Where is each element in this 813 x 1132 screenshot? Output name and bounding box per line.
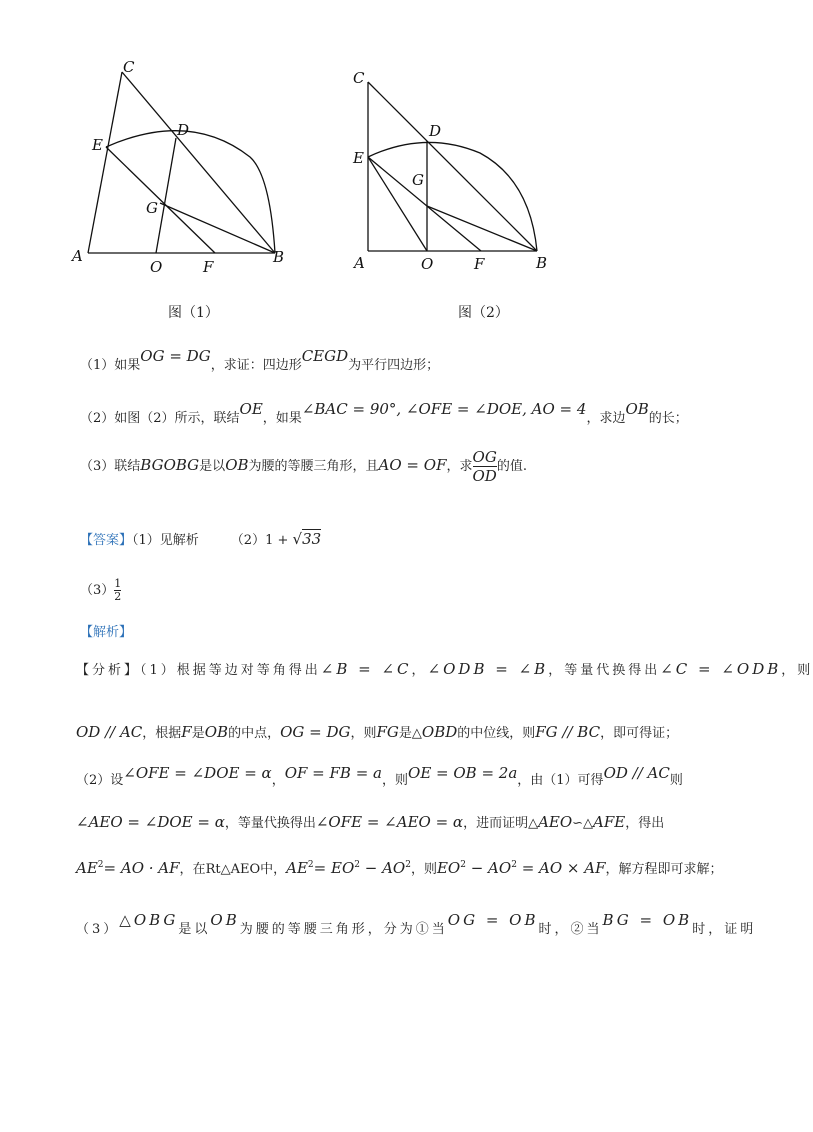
answer-3-line: （3） $\frac{1}{2}$ <box>80 577 122 603</box>
segment-gb <box>160 203 275 253</box>
segment-ef <box>368 157 481 251</box>
analysis-line-5: $AE^2=$ AO · AF，在Rt△AEO中，$AE^2= EO^2 - AO^2$，则$EO^2 - AO^2$ = AO × AF，解方程即可求解； <box>76 859 723 877</box>
label-g: G <box>146 199 158 217</box>
question-3: （3）联结BGOBG是以OB为腰的等腰三角形，且AO = OF，求 $\frac{OG}{OD}$ 的值. <box>80 448 527 485</box>
analysis-line-3: （2）设∠OFE = ∠DOE = α，OF = FB = a，则OE = OB = 2a，由（1）可得OD // AC则 <box>76 764 683 788</box>
label-c: C <box>123 58 135 76</box>
figure-1-caption: 图（1） <box>168 305 219 321</box>
question-2: （2）如图（2）所示，联结OE，如果∠BAC = 90°, ∠OFE = ∠DOE, AO = 4，求边OB的长； <box>80 400 688 426</box>
label-f: F <box>203 258 214 276</box>
label-b: B <box>273 248 285 266</box>
figure-2 <box>350 55 580 289</box>
analysis-tag: 【解析】 <box>80 625 133 640</box>
label-o: O <box>150 258 163 276</box>
segment-cb <box>122 72 275 253</box>
segment-gb <box>427 206 537 251</box>
label-b: B <box>536 254 548 272</box>
label-e: E <box>353 149 364 167</box>
analysis-line-1: 【分析】（1）根据等边对等角得出∠B = ∠C，∠ODB = ∠B，等量代换得出∠C = ∠ODB，则 <box>76 660 813 678</box>
answer-line: 【答案】（1）见解析 （2）1 + √33 <box>80 530 322 548</box>
label-a: A <box>72 247 83 265</box>
label-f: F <box>474 255 485 273</box>
analysis-line-4: ∠AEO = ∠DOE = α，等量代换得出∠OFE = ∠AEO = α，进而证明△AEO∽△AFE，得出 <box>76 813 665 831</box>
fraction-og-od: $\frac{OG}{OD}$ <box>472 448 497 485</box>
figure-2-diagram <box>350 55 580 285</box>
label-e: E <box>92 136 103 154</box>
figure-2-caption: 图（2） <box>458 305 509 321</box>
label-a: A <box>354 254 365 272</box>
label-c: C <box>353 69 365 87</box>
segment-ac <box>88 72 122 253</box>
answer-tag: 【答案】 <box>80 533 133 548</box>
fraction-half: $\frac{1}{2}$ <box>114 577 122 603</box>
analysis-line-2: OD // AC，根据F是OB的中点，OG = DG，则FG是△OBD的中位线，则FG // BC，即可得证； <box>76 723 679 741</box>
figure-1 <box>70 55 300 289</box>
figure-1-diagram <box>70 55 300 285</box>
segment-cb <box>368 82 537 251</box>
arc-ed-b <box>106 131 275 253</box>
label-o: O <box>421 255 434 273</box>
analysis-line-6: （3）△OBG是以OB为腰的等腰三角形，分为①当OG = OB时，②当BG = OB时，证明 <box>76 911 757 937</box>
segment-od <box>156 138 176 253</box>
label-d: D <box>429 122 442 140</box>
label-d: D <box>177 121 190 139</box>
question-1: （1）如果OG = DG，求证：四边形CEGD为平行四边形； <box>80 347 440 373</box>
label-g: G <box>412 171 424 189</box>
